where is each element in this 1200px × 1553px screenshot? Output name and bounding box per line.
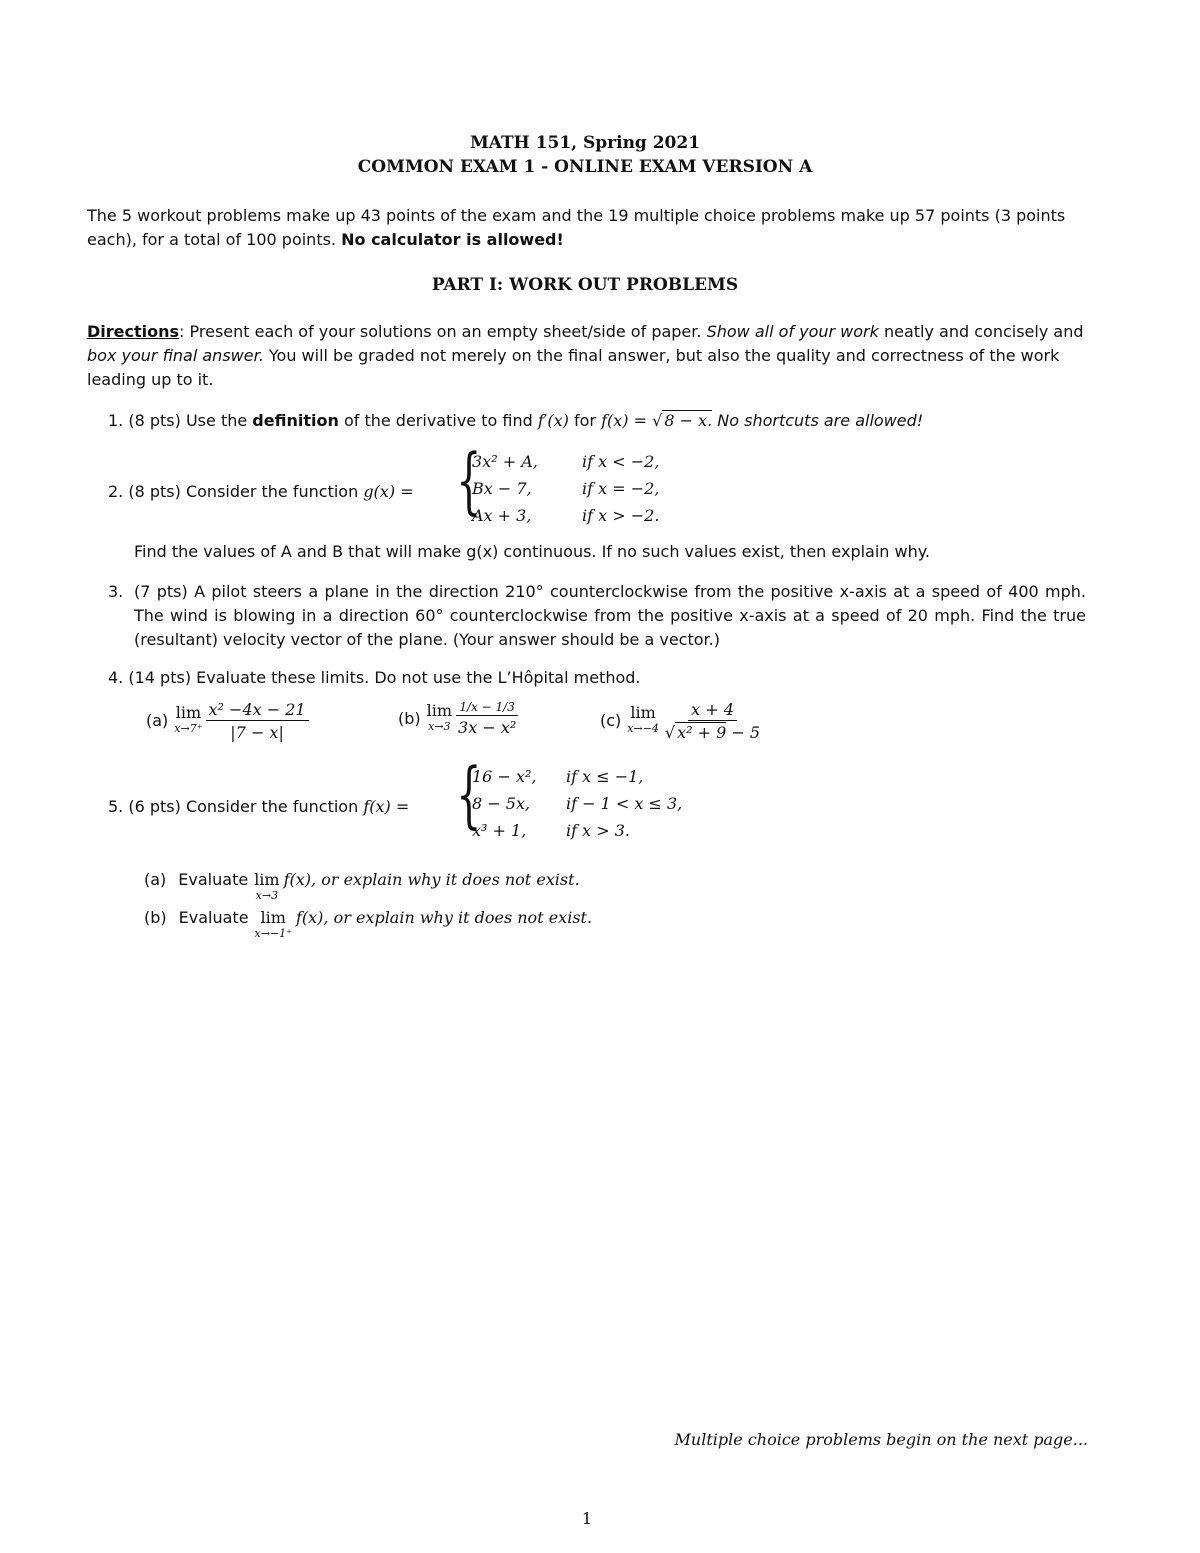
case-row xyxy=(472,479,659,506)
case-row xyxy=(472,794,682,821)
problem-5a-post: f(x), or explain why it does not exist. xyxy=(283,870,580,889)
lim-text: lim xyxy=(630,703,656,722)
problem-4-text: (14 pts) Evaluate these limits. Do not use the L’Hôpital method. xyxy=(128,668,641,687)
problem-1-for: for xyxy=(574,411,596,430)
case-cond: if x > 3. xyxy=(566,821,630,840)
problem-3-number: 3. xyxy=(108,582,124,601)
directions-emph-2: box your final answer. xyxy=(87,346,264,365)
limit-operator xyxy=(254,872,279,904)
limit-operator xyxy=(627,705,659,737)
lim-sub: x→7⁺ xyxy=(174,722,203,735)
case-cond: if x = −2, xyxy=(582,479,660,498)
exam-title: MATH 151, Spring 2021 xyxy=(469,133,701,153)
problem-2-number: 2. xyxy=(108,482,124,501)
case-expr: 8 − 5x, xyxy=(472,794,531,813)
directions-text-2: neatly and concisely and xyxy=(883,322,1084,341)
denominator: √ x² + 9 − 5 xyxy=(664,723,761,742)
problem-5-text: (6 pts) Consider the function xyxy=(128,797,359,816)
fraction xyxy=(662,700,763,742)
directions-emph-1: Show all of your work xyxy=(706,322,879,341)
problem-4c xyxy=(600,700,766,742)
denominator-root: x² + 9 xyxy=(677,723,727,742)
denominator: 3x − x² xyxy=(458,718,517,737)
problem-5-number: 5. xyxy=(108,797,124,816)
case-cond: if x > −2. xyxy=(582,506,660,525)
case-row xyxy=(472,452,659,479)
problem-5-cases xyxy=(472,767,682,848)
problem-5-fx: f(x) = xyxy=(363,797,410,816)
problem-1-fx: f(x) = xyxy=(601,411,648,430)
problem-2-brace: { xyxy=(456,438,482,522)
problem-1: 1. (8 pts) Use the definition of the derivative to find f′(x) for f(x) = √ 8 − x. No shortcuts are allowed! xyxy=(108,411,924,430)
problem-1-number: 1. xyxy=(108,411,124,430)
problem-5-lead xyxy=(108,795,409,819)
limit-operator xyxy=(426,700,453,735)
problem-5b-label: (b) xyxy=(144,908,167,927)
case-expr: 3x² + A, xyxy=(472,452,538,471)
lim-sub: x→3 xyxy=(255,889,279,902)
fraction xyxy=(455,700,519,737)
case-expr: 16 − x², xyxy=(472,767,537,786)
problem-2-followup: Find the values of A and B that will make g(x) continuous. If no such values exist, then explain why. xyxy=(134,542,931,561)
case-row xyxy=(472,506,659,533)
fraction xyxy=(206,700,309,742)
problem-2-text: (8 pts) Consider the function xyxy=(128,482,359,501)
problem-5b-pre: Evaluate xyxy=(178,908,249,927)
page-number: 1 xyxy=(581,1509,593,1528)
problem-5a-label: (a) xyxy=(144,870,167,889)
problem-4c-label: (c) xyxy=(600,711,622,730)
denominator-rest: − 5 xyxy=(731,723,761,742)
intro-text: The 5 workout problems make up 43 points of the exam and the 19 multiple choice problems make up 57 points (3 points each), for a total of 100 points. xyxy=(87,206,1066,249)
problem-1-text2: of the derivative to find xyxy=(343,411,533,430)
lim-sub: x→3 xyxy=(428,719,451,733)
numerator: x² −4x − 21 xyxy=(206,700,309,721)
problem-4-number: 4. xyxy=(108,668,124,687)
problem-4-lead xyxy=(108,666,640,690)
case-expr: x³ + 1, xyxy=(472,821,527,840)
lim-sub: x→−4 xyxy=(627,722,659,735)
numerator: x + 4 xyxy=(688,700,737,721)
problem-5-brace: { xyxy=(456,752,482,836)
problem-1-text: (8 pts) Use the xyxy=(128,411,248,430)
problem-3-text: (7 pts) A pilot steers a plane in the direction 210° counterclockwise from the positive x-axis at a speed of 400 mph. The wind is blowing in a direction 60° counterclockwise from the positive x-axis at a speed of 20 mph. Find the true (resultant) velocity vector of the plane. (Your answer should be a vector.) xyxy=(134,582,1086,649)
problem-1-expr: f′(x) xyxy=(537,411,569,430)
case-cond: if − 1 < x ≤ 3, xyxy=(566,794,683,813)
problem-4a xyxy=(146,700,312,742)
problem-5a xyxy=(144,868,580,904)
problem-2-cases xyxy=(472,452,659,533)
lim-text: lim xyxy=(426,700,453,720)
lim-sub: x→−1⁺ xyxy=(254,927,292,940)
case-cond: if x ≤ −1, xyxy=(566,767,644,786)
lim-text: lim xyxy=(260,908,286,927)
denominator: |7 − x| xyxy=(230,723,284,742)
directions-text-3: You will be graded not merely on the final answer, but also the quality and correctness of the work leading up to it. xyxy=(87,346,1060,389)
limit-operator xyxy=(174,705,202,737)
problem-1-bold: definition xyxy=(252,411,339,430)
problem-1-note: No shortcuts are allowed! xyxy=(717,411,924,430)
limit-operator xyxy=(255,910,292,942)
case-row xyxy=(472,767,682,794)
case-expr: Bx − 7, xyxy=(472,479,532,498)
intro-bold: No calculator is allowed! xyxy=(341,230,564,249)
problem-4a-label: (a) xyxy=(146,711,169,730)
problem-5b-post: f(x), or explain why it does not exist. xyxy=(295,908,593,927)
part-title: PART I: WORK OUT PROBLEMS xyxy=(431,275,739,295)
problem-5a-pre: Evaluate xyxy=(178,870,249,889)
problem-2-gx: g(x) = xyxy=(363,482,414,501)
problem-2-lead xyxy=(108,480,414,504)
case-row xyxy=(472,821,682,848)
problem-5b xyxy=(144,906,592,942)
intro-paragraph xyxy=(87,204,1087,252)
lim-text: lim xyxy=(175,703,202,722)
next-page-note: Multiple choice problems begin on the next page... xyxy=(674,1430,1088,1449)
directions-text-1: : Present each of your solutions on an empty sheet/side of paper. xyxy=(179,322,702,341)
directions-label: Directions xyxy=(87,322,180,341)
lim-text: lim xyxy=(254,870,280,889)
problem-4b-label: (b) xyxy=(398,708,421,728)
case-cond: if x < −2, xyxy=(582,452,660,471)
problem-1-root: 8 − x. xyxy=(664,411,713,430)
exam-subtitle: COMMON EXAM 1 - ONLINE EXAM VERSION A xyxy=(357,157,813,177)
numerator: 1/x − 1/3 xyxy=(456,700,517,716)
problem-4b xyxy=(398,700,522,737)
case-expr: Ax + 3, xyxy=(472,506,532,525)
directions-paragraph xyxy=(87,320,1087,392)
